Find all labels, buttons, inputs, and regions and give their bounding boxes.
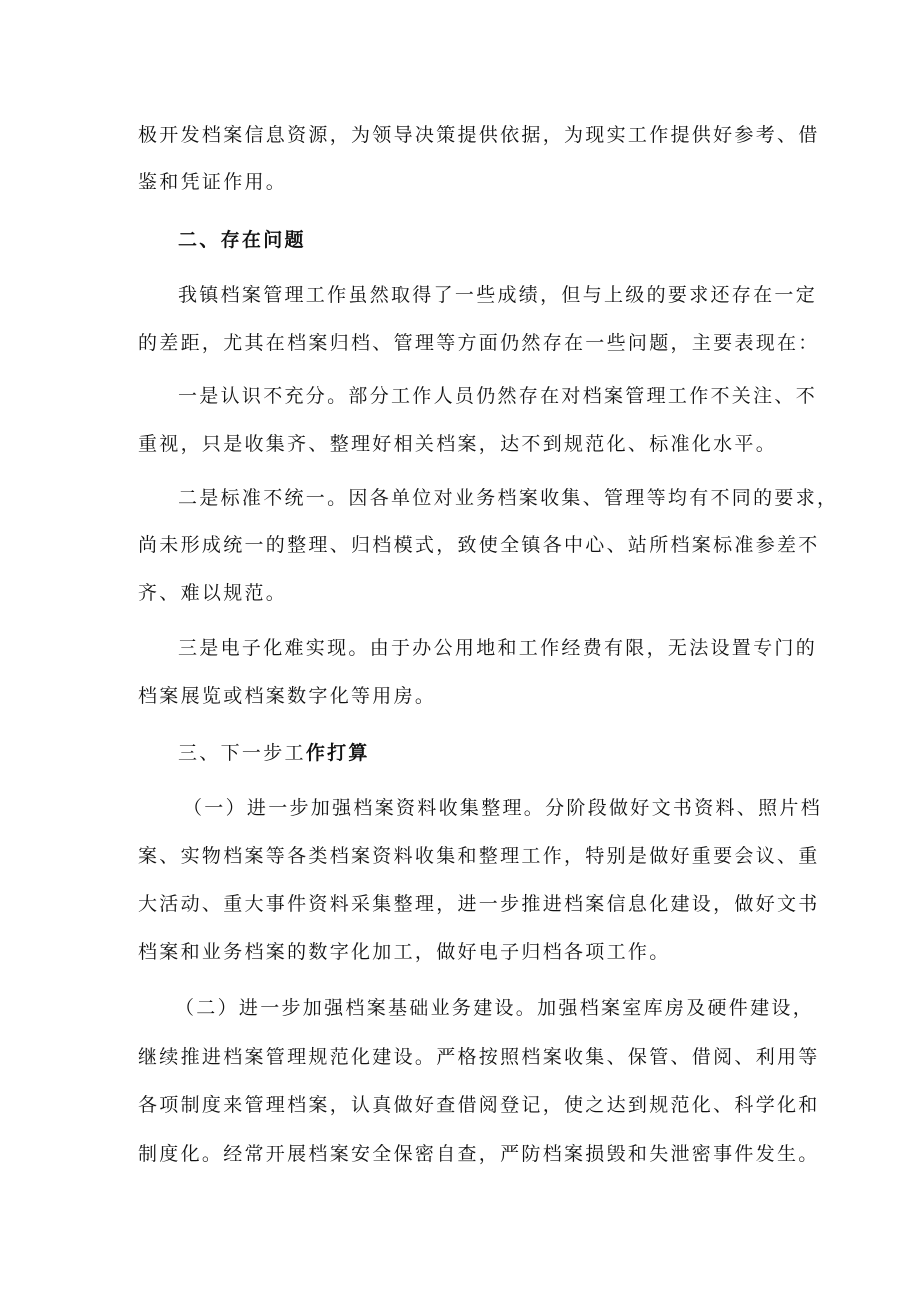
section-2-heading: 二、存在问题	[178, 229, 306, 251]
point-3-line-2: 档案展览或档案数字化等用房。	[138, 685, 437, 707]
section-2-intro-line-2: 的差距，尤其在档案归档、管理等方面仍然存在一些问题，主要表现在：	[138, 332, 820, 354]
intro-line-1: 极开发档案信息资源，为领导决策提供依据，为现实工作提供好参考、借	[138, 124, 820, 146]
point-1-line-1: 一是认识不充分。部分工作人员仍然存在对档案管理工作不关注、不	[178, 385, 818, 407]
point-1-line-2: 重视，只是收集齐、整理好相关档案，达不到规范化、标准化水平。	[138, 433, 778, 455]
section-3-heading-part-2: 作打算	[305, 742, 370, 764]
item-2-line-4: 制度化。经常开展档案安全保密自查，严防档案损毁和失泄密事件发生。	[138, 1143, 820, 1165]
item-2-line-2: 继续推进档案管理规范化建设。严格按照档案收集、保管、借阅、利用等	[138, 1046, 820, 1068]
item-1-line-4: 档案和业务档案的数字化加工，做好电子归档各项工作。	[138, 941, 671, 963]
item-2-line-1: （二）进一步加强档案基础业务建设。加强档案室库房及硬件建设，	[175, 997, 815, 1019]
item-1-line-3: 大活动、重大事件资料采集整理，进一步推进档案信息化建设，做好文书	[138, 893, 820, 915]
section-3-heading-part-1: 三、下一步工	[178, 742, 306, 764]
point-2-line-3: 齐、难以规范。	[138, 582, 288, 604]
point-2-line-1: 二是标准不统一。因各单位对业务档案收集、管理等均有不同的要求，	[178, 487, 839, 509]
section-3-heading	[178, 741, 370, 765]
point-3-line-1: 三是电子化难实现。由于办公用地和工作经费有限，无法设置专门的	[178, 637, 818, 659]
section-2-intro-line-1: 我镇档案管理工作虽然取得了一些成绩，但与上级的要求还存在一定	[178, 284, 818, 306]
item-1-line-2: 案、实物档案等各类档案资料收集和整理工作，特别是做好重要会议、重	[138, 845, 820, 867]
item-1-line-1: （一）进一步加强档案资料收集整理。分阶段做好文书资料、照片档	[183, 797, 823, 819]
item-2-line-3: 各项制度来管理档案，认真做好查借阅登记，使之达到规范化、科学化和	[138, 1094, 820, 1116]
point-2-line-2: 尚未形成统一的整理、归档模式，致使全镇各中心、站所档案标准参差不	[138, 534, 820, 556]
intro-line-2: 鉴和凭证作用。	[138, 171, 288, 193]
